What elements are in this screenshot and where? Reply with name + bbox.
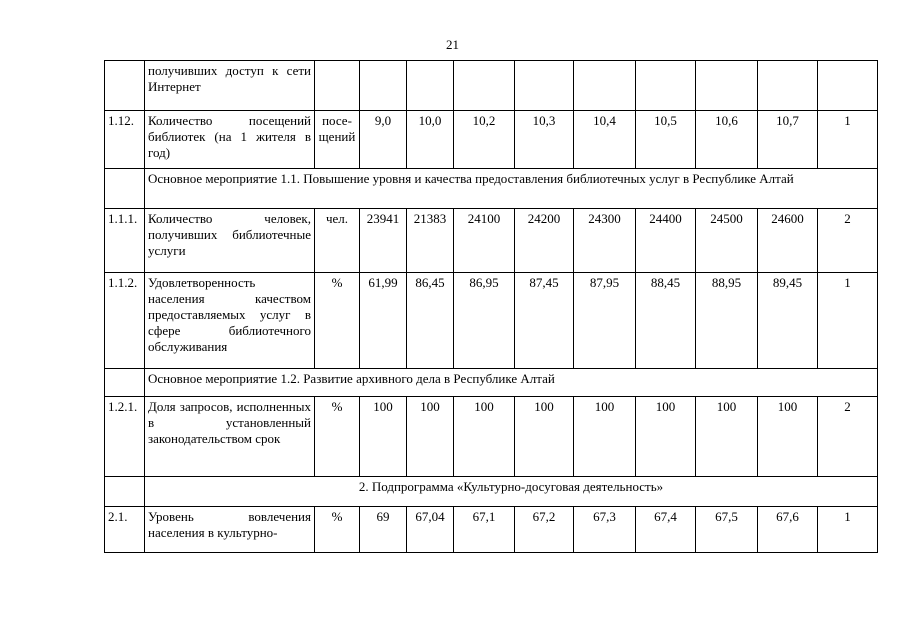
value-cell: 9,0 — [360, 111, 407, 169]
section-title: Основное мероприятие 1.1. Повышение уровня и качества предоставления библиотечных услуг в Республике Алтай — [145, 169, 878, 209]
row-number-cell: 1.1.2. — [105, 273, 145, 369]
value-cell: 88,45 — [636, 273, 696, 369]
value-cell: 67,1 — [454, 507, 515, 553]
value-cell: 67,5 — [696, 507, 758, 553]
row-number-cell — [105, 169, 145, 209]
value-cell — [407, 61, 454, 111]
value-cell: 10,0 — [407, 111, 454, 169]
value-cell: 24200 — [515, 209, 574, 273]
table-row — [105, 397, 878, 477]
value-cell: 100 — [515, 397, 574, 477]
weight-cell: 1 — [818, 507, 878, 553]
value-cell — [515, 61, 574, 111]
weight-cell — [818, 61, 878, 111]
value-cell: 21383 — [407, 209, 454, 273]
value-cell: 10,2 — [454, 111, 515, 169]
section-row — [105, 477, 878, 507]
row-number-cell: 1.12. — [105, 111, 145, 169]
value-cell: 10,7 — [758, 111, 818, 169]
value-cell: 100 — [454, 397, 515, 477]
table-row — [105, 507, 878, 553]
row-number-cell — [105, 369, 145, 397]
row-number-cell — [105, 61, 145, 111]
table-row — [105, 209, 878, 273]
row-number-cell: 1.1.1. — [105, 209, 145, 273]
value-cell: 10,4 — [574, 111, 636, 169]
value-cell: 69 — [360, 507, 407, 553]
value-cell: 67,3 — [574, 507, 636, 553]
unit-cell: чел. — [315, 209, 360, 273]
section-row — [105, 169, 878, 209]
indicator-name-cell: получивших доступ к сети Интернет — [145, 61, 315, 111]
value-cell: 67,6 — [758, 507, 818, 553]
value-cell: 100 — [407, 397, 454, 477]
section-row — [105, 369, 878, 397]
weight-cell: 2 — [818, 397, 878, 477]
value-cell: 24500 — [696, 209, 758, 273]
value-cell: 10,3 — [515, 111, 574, 169]
indicators-table — [104, 60, 878, 553]
value-cell: 100 — [636, 397, 696, 477]
value-cell — [454, 61, 515, 111]
value-cell: 67,04 — [407, 507, 454, 553]
value-cell: 88,95 — [696, 273, 758, 369]
row-number-cell: 2.1. — [105, 507, 145, 553]
value-cell: 86,95 — [454, 273, 515, 369]
value-cell: 100 — [574, 397, 636, 477]
unit-cell: % — [315, 397, 360, 477]
value-cell — [574, 61, 636, 111]
indicator-name-cell: Количество посещений библиотек (на 1 жителя в год) — [145, 111, 315, 169]
indicator-name-cell: Уровень вовлечения населения в культурно- — [145, 507, 315, 553]
value-cell — [758, 61, 818, 111]
section-title: Основное мероприятие 1.2. Развитие архивного дела в Республике Алтай — [145, 369, 878, 397]
value-cell: 86,45 — [407, 273, 454, 369]
unit-cell — [315, 61, 360, 111]
value-cell: 87,95 — [574, 273, 636, 369]
weight-cell: 2 — [818, 209, 878, 273]
weight-cell: 1 — [818, 273, 878, 369]
section-title: 2. Подпрограмма «Культурно-досуговая деятельность» — [145, 477, 878, 507]
value-cell — [360, 61, 407, 111]
table-row — [105, 111, 878, 169]
value-cell: 24100 — [454, 209, 515, 273]
indicator-name-cell: Удовлетворенность населения качеством предоставляемых услуг в сфере библиотечного обслуживания — [145, 273, 315, 369]
value-cell: 89,45 — [758, 273, 818, 369]
row-number-cell: 1.2.1. — [105, 397, 145, 477]
indicator-name-cell: Доля запросов, исполненных в установленный законодательством срок — [145, 397, 315, 477]
value-cell — [696, 61, 758, 111]
value-cell — [636, 61, 696, 111]
value-cell: 10,5 — [636, 111, 696, 169]
value-cell: 100 — [758, 397, 818, 477]
unit-cell: % — [315, 507, 360, 553]
value-cell: 67,2 — [515, 507, 574, 553]
unit-cell: % — [315, 273, 360, 369]
value-cell: 61,99 — [360, 273, 407, 369]
value-cell: 87,45 — [515, 273, 574, 369]
value-cell: 100 — [696, 397, 758, 477]
value-cell: 24400 — [636, 209, 696, 273]
unit-cell: посе-щений — [315, 111, 360, 169]
weight-cell: 1 — [818, 111, 878, 169]
indicator-name-cell: Количество человек, получивших библиотечные услуги — [145, 209, 315, 273]
value-cell: 10,6 — [696, 111, 758, 169]
table-row — [105, 61, 878, 111]
value-cell: 23941 — [360, 209, 407, 273]
row-number-cell — [105, 477, 145, 507]
value-cell: 24300 — [574, 209, 636, 273]
value-cell: 67,4 — [636, 507, 696, 553]
page-number: 21 — [446, 37, 459, 52]
value-cell: 100 — [360, 397, 407, 477]
table-row — [105, 273, 878, 369]
value-cell: 24600 — [758, 209, 818, 273]
